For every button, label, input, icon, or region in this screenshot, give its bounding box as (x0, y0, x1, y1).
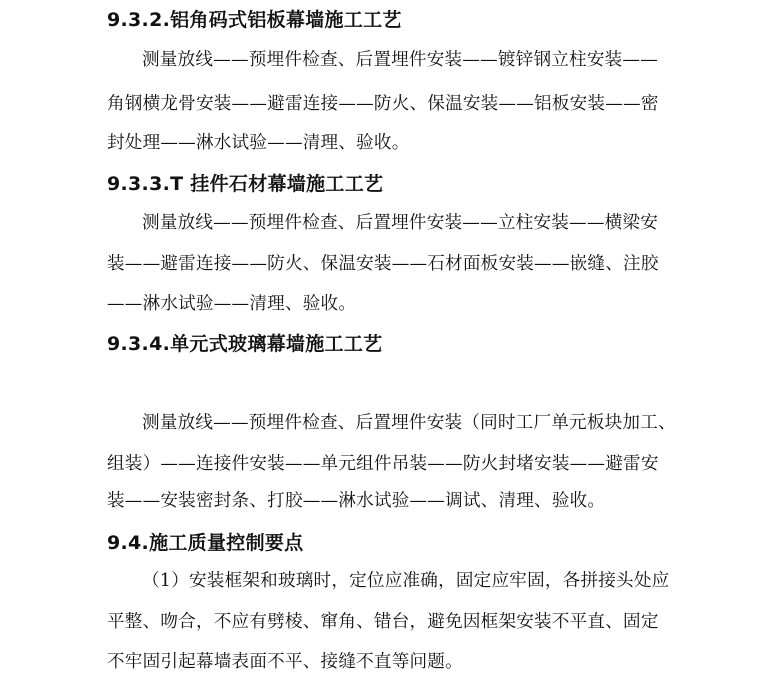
paragraph-line: 装——安装密封条、打胶——淋水试验——调试、清理、验收。 (107, 491, 606, 511)
section-heading-9-3-2: 9.3.2.铝角码式铝板幕墙施工工艺 (107, 9, 402, 31)
paragraph-line: 平整、吻合，不应有劈棱、窜角、错台，避免因框架安装不平直、固定 (107, 612, 659, 632)
section-heading-9-4: 9.4.施工质量控制要点 (107, 532, 304, 554)
paragraph-line: ——淋水试验——清理、验收。 (107, 294, 357, 314)
paragraph-line: 测量放线——预埋件检查、后置埋件安装——镀锌钢立柱安装—— (142, 50, 659, 70)
paragraph-line: 不牢固引起幕墙表面不平、接缝不直等问题。 (107, 652, 463, 672)
paragraph-line: 装——避雷连接——防火、保温安装——石材面板安装——嵌缝、注胶 (107, 254, 659, 274)
paragraph-line: （1）安装框架和玻璃时，定位应准确，固定应牢固，各拼接头处应 (142, 571, 670, 591)
section-heading-9-3-4: 9.3.4.单元式玻璃幕墙施工工艺 (107, 333, 383, 355)
section-heading-9-3-3: 9.3.3.T 挂件石材幕墙施工工艺 (107, 173, 384, 195)
paragraph-line: 角钢横龙骨安装——避雷连接——防火、保温安装——铝板安装——密 (107, 94, 659, 114)
paragraph-line: 测量放线——预埋件检查、后置埋件安装（同时工厂单元板块加工、 (142, 413, 676, 433)
paragraph-line: 封处理——淋水试验——清理、验收。 (107, 133, 410, 153)
paragraph-line: 测量放线——预埋件检查、后置埋件安装——立柱安装——横梁安 (142, 213, 659, 233)
paragraph-line: 组装）——连接件安装——单元组件吊装——防火封堵安装——避雷安 (107, 454, 659, 474)
